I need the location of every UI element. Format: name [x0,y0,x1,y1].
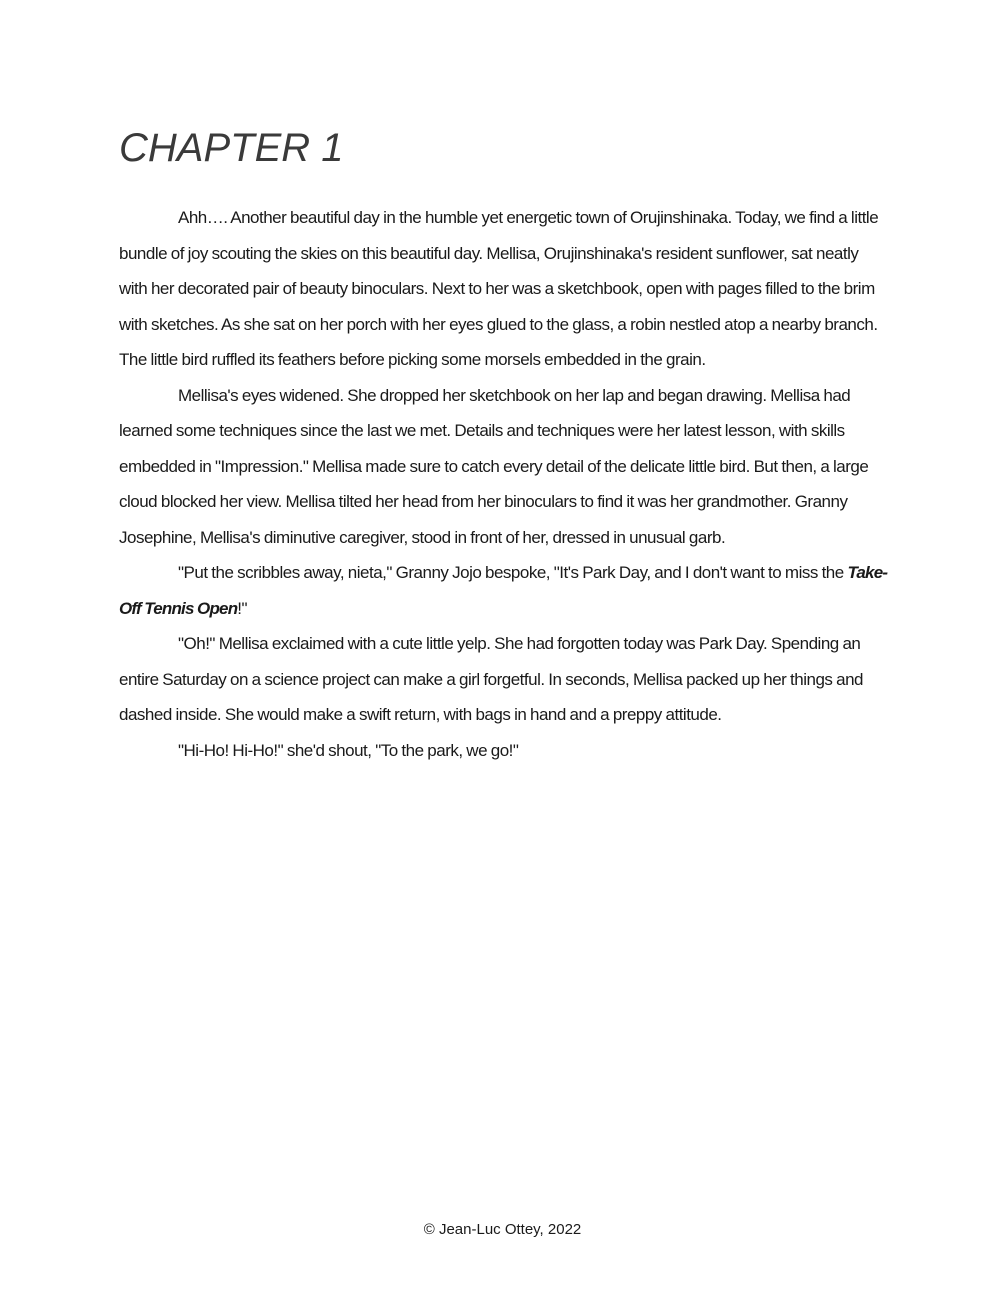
copyright-footer: © Jean-Luc Ottey, 2022 [423,1221,582,1238]
paragraph-4: "Oh!" Mellisa exclaimed with a cute little yelp. She had forgotten today was Park Day. Spending an entire Saturday on a science project can make a girl forgetful. In seconds, Mellisa packed up her things and dashed inside. She would make a swift return, with bags in hand and a preppy attitude. [119,634,864,724]
paragraph-1: Ahh…. Another beautiful day in the humble yet energetic town of Orujinshinaka. Today, we find a little bundle of joy scouting the skies on this beautiful day. Mellisa, Orujinshinaka's resident sunflower, sat neatly with her decorated pair of beauty binoculars. Next to her was a sketchbook, open with pages filled to the brim with sketches. As she sat on her porch with her eyes glued to the glass, a robin nestled atop a nearby branch. The little bird ruffled its feathers before picking some morsels embedded in the grain. [119,208,879,369]
paragraph-3-text-after: !" [237,598,248,618]
tennis-open-title: Take-Off Tennis Open [119,563,888,618]
paragraph-2: Mellisa's eyes widened. She dropped her sketchbook on her lap and began drawing. Mellisa had learned some techniques since the last we met. Details and techniques were her latest lesson, with skills embedded in "Impression." Mellisa made sure to catch every detail of the delicate little bird. But then, a large cloud blocked her view. Mellisa tilted her head from her binoculars to find it was her grandmother. Granny Josephine, Mellisa's diminutive caregiver, stood in front of her, dressed in unusual garb. [119,385,869,547]
paragraph-3-text-before: "Put the scribbles away, nieta," Granny Jojo bespoke, "It's Park Day, and I don't want to miss the [178,563,848,582]
paragraph-5: "Hi-Ho! Hi-Ho!" she'd shout, "To the park, we go!" [178,740,519,760]
chapter-body [119,200,889,768]
paragraph-3 [119,555,889,626]
chapter-title: CHAPTER 1 [119,126,344,170]
